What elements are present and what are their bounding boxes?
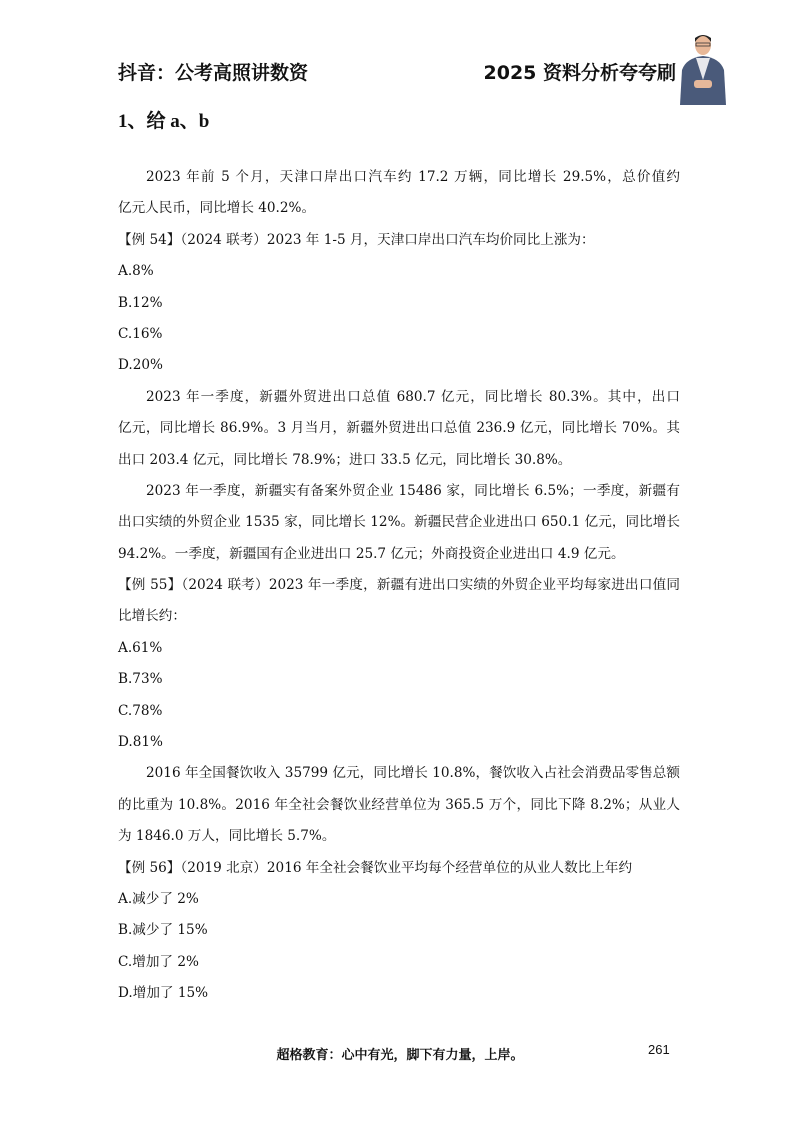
text-line: 亿元，同比增长 86.9%。3 月当月，新疆外贸进出口总值 236.9 亿元，同比增长 70%。其 [118,420,680,437]
header-channel: 抖音：公考高照讲数资 [118,62,309,84]
text-line: 【例 55】（2024 联考）2023 年一季度，新疆有进出口实绩的外贸企业平均每家进出口值同 [118,577,680,594]
page-number: 261 [648,1042,670,1057]
text-line: 2023 年前 5 个月，天津口岸出口汽车约 17.2 万辆，同比增长 29.5%，总价值约 [146,169,680,185]
presenter-photo [676,30,730,105]
text-line: B.12% [118,294,163,311]
section-title: 1、给 a、b [118,111,210,132]
text-line: B.减少了 15% [118,922,208,939]
text-line: 亿元人民币，同比增长 40.2%。 [118,200,316,217]
text-line: 为 1846.0 万人，同比增长 5.7%。 [118,828,336,845]
text-line: A.8% [118,263,154,280]
text-line: 【例 56】（2019 北京）2016 年全社会餐饮业平均每个经营单位的从业人数比上年约 [118,859,633,876]
text-line: C.增加了 2% [118,953,199,970]
text-line: D.81% [118,734,163,751]
header-course: 2025 资料分析夸夸刷 [483,62,676,84]
text-line: A.61% [118,639,163,656]
text-line: 的比重为 10.8%。2016 年全社会餐饮业经营单位为 365.5 万个，同比下降 8.2%；从业人 [118,796,680,813]
document-body [118,162,680,1010]
text-line: B.73% [118,671,163,688]
text-line: 【例 54】（2024 联考）2023 年 1-5 月，天津口岸出口汽车均价同比上涨为： [118,231,595,248]
text-line: D.增加了 15% [118,985,209,1002]
footer-slogan: 超格教育：心中有光，脚下有力量，上岸。 [276,1048,524,1063]
text-line: C.16% [118,325,163,342]
text-line: 2016 年全国餐饮收入 35799 亿元，同比增长 10.8%，餐饮收入占社会消费品零售总额 [146,765,680,782]
text-line: 出口实绩的外贸企业 1535 家，同比增长 12%。新疆民营企业进出口 650.1 亿元，同比增长 [118,514,680,531]
text-line: A.减少了 2% [118,890,199,907]
text-line: D.20% [118,357,163,374]
text-line: 94.2%。一季度，新疆国有企业进出口 25.7 亿元；外商投资企业进出口 4.9 亿元。 [118,545,625,562]
text-line: 比增长约： [118,608,186,625]
text-line: 2023 年一季度，新疆外贸进出口总值 680.7 亿元，同比增长 80.3%。其中，出口 [146,388,680,405]
text-line: C.78% [118,702,163,719]
text-line: 2023 年一季度，新疆实有备案外贸企业 15486 家，同比增长 6.5%；一季度，新疆有 [146,482,680,499]
text-line: 出口 203.4 亿元，同比增长 78.9%；进口 33.5 亿元，同比增长 30.8%。 [118,451,572,468]
